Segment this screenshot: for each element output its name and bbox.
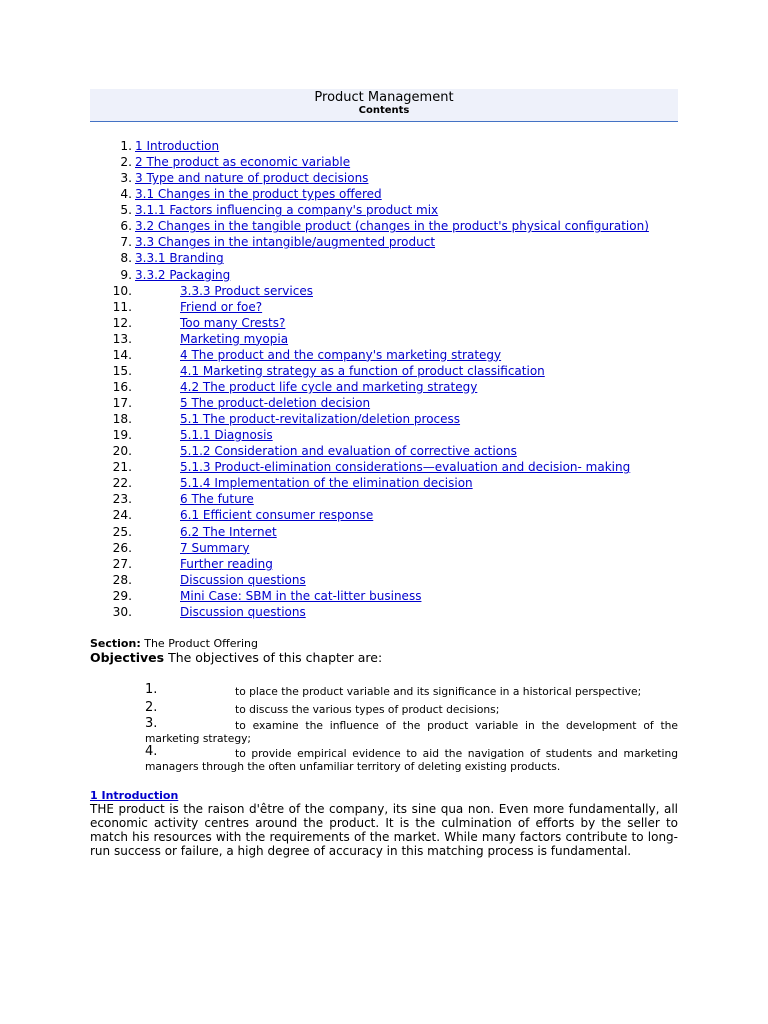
toc-link[interactable]: 5.1 The product-revitalization/deletion process [180,412,461,427]
toc-link[interactable]: Friend or foe? [180,299,263,314]
toc-number: 13. [112,331,132,346]
toc-item [0,299,768,315]
toc-link[interactable]: 6.1 Efficient consumer response [180,508,374,523]
toc-number: 10. [112,283,132,298]
toc-link[interactable]: 3.1 Changes in the product types offered [135,187,382,202]
toc-link[interactable]: 2 The product as economic variable [135,155,351,170]
toc-item [0,331,768,347]
toc-number: 21. [112,460,132,475]
toc-number: 18. [112,412,132,427]
toc-link[interactable]: 5.1.4 Implementation of the elimination decision [180,476,473,491]
toc-link[interactable]: 3.1.1 Factors influencing a company's product mix [135,203,439,218]
objective-item [90,744,678,773]
section-line [90,637,258,650]
objectives-line [90,650,382,665]
toc-number: 9. [120,267,132,282]
toc-item [0,395,768,411]
toc-link[interactable]: 3.3 Changes in the intangible/augmented product [135,235,436,250]
toc-number: 4. [120,187,132,202]
objective-item [90,700,678,716]
toc-item [0,491,768,507]
introduction-heading-link[interactable]: 1 Introduction [90,789,179,802]
toc-link[interactable]: 4.2 The product life cycle and marketing strategy [180,379,478,394]
toc-item [0,154,768,170]
toc-item [0,475,768,491]
toc-number: 11. [112,299,132,314]
toc-item [0,443,768,459]
toc-link[interactable]: 1 Introduction [135,139,220,153]
toc-number: 1. [120,139,132,153]
toc-link[interactable]: Discussion questions [180,604,306,619]
toc-item [0,507,768,523]
toc-number: 28. [112,572,132,587]
toc-number: 6. [120,219,132,234]
section-value: The Product Offering [144,637,258,650]
toc-item [0,540,768,556]
toc-item [0,234,768,250]
objective-number: 1. [145,682,158,697]
toc-number: 27. [112,556,132,571]
toc-number: 16. [112,379,132,394]
toc-number: 2. [120,155,132,170]
toc-item [0,363,768,379]
toc-number: 20. [112,444,132,459]
toc-item [0,604,768,620]
toc-link[interactable]: 5 The product-deletion decision [180,396,371,410]
objective-number: 2. [145,700,158,715]
toc-link[interactable]: 5.1.2 Consideration and evaluation of corrective actions [180,444,517,459]
toc-number: 29. [112,588,132,603]
toc-number: 17. [112,396,132,410]
objectives-label: Objectives [90,650,165,665]
toc-item [0,556,768,572]
toc-number: 5. [120,203,132,218]
toc-item [0,427,768,443]
toc-number: 22. [112,476,132,491]
toc-number: 15. [112,363,132,378]
toc-number: 30. [112,604,132,619]
toc-item [0,524,768,540]
document-header [90,89,678,122]
toc-link[interactable]: Discussion questions [180,572,306,587]
objective-text: to examine the influence of the product variable in the development of the marketing strategy; [145,719,678,745]
objectives-intro: The objectives of this chapter are: [168,650,383,665]
toc-item [0,202,768,218]
introduction-paragraph: THE product is the raison d'être of the company, its sine qua non. Even more fundamentally, all economic activity centres around the product. It is the culmination of efforts by the seller to match his resources with the requirements of the market. While many factors contribute to long-run success or failure, a high degree of accuracy in this matching process is fundamental. [90,802,678,858]
section-label: Section: [90,637,141,650]
toc-item [0,459,768,475]
toc-item [0,315,768,331]
toc-item [0,267,768,283]
toc-link[interactable]: 3.2 Changes in the tangible product (changes in the product's physical configuration) [135,219,649,234]
toc-item [0,218,768,234]
toc-link[interactable]: 5.1.1 Diagnosis [180,428,273,443]
document-title: Product Management [314,90,454,105]
toc-link[interactable]: 3 Type and nature of product decisions [135,171,369,186]
toc-link[interactable]: Too many Crests? [180,315,286,330]
toc-link[interactable]: 5.1.3 Product-elimination considerations—evaluation and decision- making [180,460,631,475]
toc-number: 19. [112,428,132,443]
objective-number: 4. [145,744,158,759]
toc-number: 7. [120,235,132,250]
objective-text: to discuss the various types of product decisions; [235,703,500,716]
toc-link[interactable]: Mini Case: SBM in the cat-litter business [180,588,422,603]
toc-link[interactable]: 7 Summary [180,540,250,555]
toc-link[interactable]: Further reading [180,556,273,571]
objective-number: 3. [145,716,158,731]
objective-text: to place the product variable and its significance in a historical perspective; [235,685,642,698]
objective-item [90,716,678,745]
contents-heading: Contents [358,105,410,116]
toc-link[interactable]: 6 The future [180,492,254,507]
toc-link[interactable]: 3.3.2 Packaging [135,267,231,282]
toc-item [0,411,768,427]
toc-item [0,186,768,202]
toc-number: 24. [112,508,132,523]
toc-number: 3. [120,171,132,186]
toc-number: 23. [112,492,132,507]
toc-link[interactable]: 4 The product and the company's marketing strategy [180,347,502,362]
toc-number: 26. [112,540,132,555]
toc-item [0,170,768,186]
toc-item [0,347,768,363]
toc-link[interactable]: 3.3.1 Branding [135,251,224,266]
toc-item [0,588,768,604]
toc-link[interactable]: 4.1 Marketing strategy as a function of product classification [180,363,545,378]
objective-text: to provide empirical evidence to aid the navigation of students and marketing managers through the often unfamiliar territory of deleting existing products. [145,747,678,773]
toc-item [0,283,768,299]
objective-item [90,682,678,698]
toc-item [0,572,768,588]
toc-number: 8. [120,251,132,266]
toc-link[interactable]: Marketing myopia [180,331,289,346]
toc-link[interactable]: 6.2 The Internet [180,524,277,539]
toc-number: 25. [112,524,132,539]
toc-number: 14. [112,347,132,362]
toc-item [0,379,768,395]
toc-link[interactable]: 3.3.3 Product services [180,283,313,298]
toc-item [0,138,768,154]
table-of-contents [0,138,768,620]
toc-number: 12. [112,315,132,330]
toc-item [0,250,768,266]
